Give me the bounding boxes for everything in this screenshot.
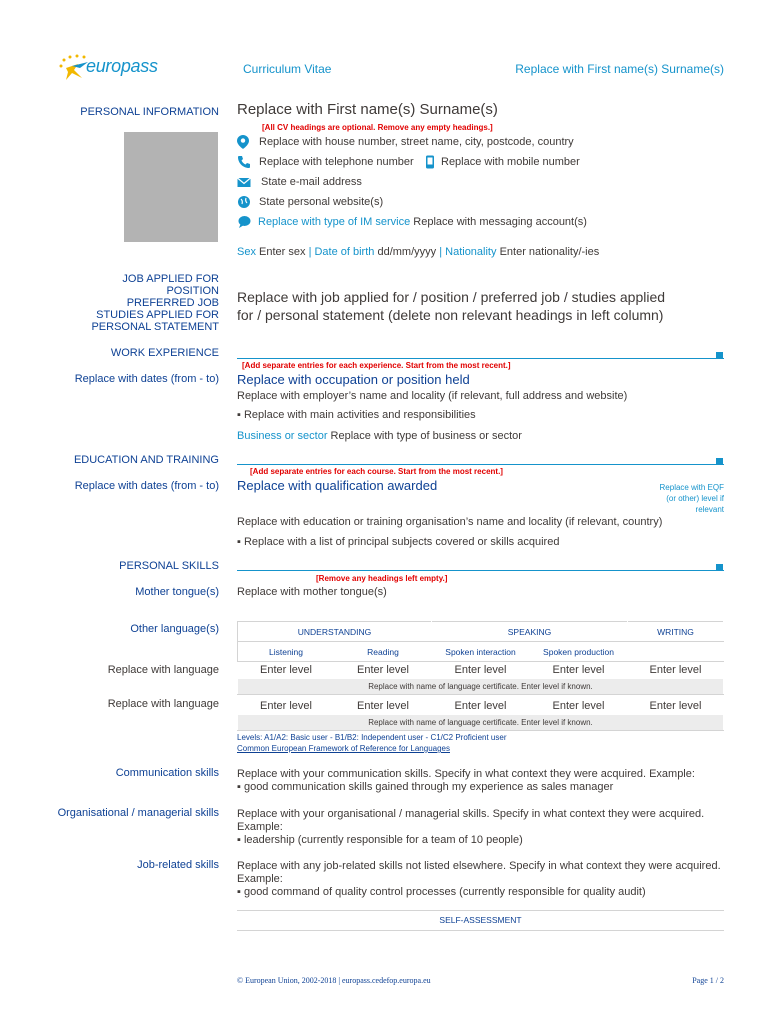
levels-note: Levels: A1/A2: Basic user - B1/B2: Independent user - C1/C2 Proficient user xyxy=(237,733,507,742)
level-cell[interactable]: Enter level xyxy=(238,662,335,679)
language-1-name: Replace with language xyxy=(107,664,219,676)
language-2-name: Replace with language xyxy=(107,698,219,710)
language-table xyxy=(237,621,724,731)
skills-divider xyxy=(237,570,724,571)
email-text: State e-mail address xyxy=(261,176,362,188)
language-2-levels xyxy=(238,698,724,715)
footer-copyright: © European Union, 2002-2018 | europass.cedefop.europa.eu xyxy=(237,976,431,985)
communication-skills-label: Communication skills xyxy=(115,767,219,779)
reading-subheader: Reading xyxy=(335,642,432,662)
understanding-header: UNDERSTANDING xyxy=(238,622,432,642)
work-employer: Replace with employer’s name and locality (if relevant, full address and website) xyxy=(237,390,628,402)
level-cell[interactable]: Enter level xyxy=(530,662,628,679)
level-cell[interactable]: Enter level xyxy=(628,662,724,679)
education-note: [Add separate entries for each course. Start from the most recent.] xyxy=(250,467,503,476)
language-2-certificate xyxy=(238,715,724,731)
education-organisation: Replace with education or training organisation’s name and locality (if relevant, country) xyxy=(237,516,663,528)
job-applied-text: Replace with job applied for / position / preferred job / studies applied for / personal statement (delete non relevant headings in left column) xyxy=(237,289,666,323)
address-text: Replace with house number, street name, city, postcode, country xyxy=(259,136,574,148)
skills-note: [Remove any headings left empty.] xyxy=(316,574,448,583)
website-text: State personal website(s) xyxy=(259,196,384,208)
certificate-cell[interactable]: Replace with name of language certificate. Enter level if known. xyxy=(238,715,724,731)
work-divider xyxy=(237,358,724,359)
dob-label: | Date of birth xyxy=(308,246,375,258)
personal-info-heading: PERSONAL INFORMATION xyxy=(80,106,219,118)
level-cell[interactable]: Enter level xyxy=(628,698,724,715)
level-cell[interactable]: Enter level xyxy=(432,662,530,679)
level-cell[interactable]: Enter level xyxy=(335,698,432,715)
mobile-text: Replace with mobile number xyxy=(441,156,580,168)
level-cell[interactable]: Enter level xyxy=(238,698,335,715)
sex-label: Sex xyxy=(237,246,256,258)
work-experience-heading: WORK EXPERIENCE xyxy=(110,347,219,359)
nationality-label: | Nationality xyxy=(439,246,497,258)
mother-tongue-label: Mother tongue(s) xyxy=(135,586,219,598)
spoken-production-subheader: Spoken production xyxy=(530,642,628,662)
im-account: Replace with messaging account(s) xyxy=(413,216,587,228)
globe-icon xyxy=(237,195,251,209)
organisational-skills-label: Organisational / managerial skills xyxy=(57,807,219,819)
self-assessment-bar xyxy=(237,910,724,931)
nationality-value: Enter nationality/-ies xyxy=(499,246,600,258)
personal-details-row xyxy=(237,246,599,258)
work-occupation: Replace with occupation or position held xyxy=(237,372,470,387)
education-subjects: ▪ Replace with a list of principal subjects covered or skills acquired xyxy=(237,536,560,548)
personal-note: [All CV headings are optional. Remove any empty headings.] xyxy=(262,123,493,132)
certificate-cell[interactable]: Replace with name of language certificate. Enter level if known. xyxy=(238,679,724,695)
speaking-header: SPEAKING xyxy=(432,622,628,642)
job-applied-heading: JOB APPLIED FOR POSITION PREFERRED JOB STUDIES APPLIED FOR PERSONAL STATEMENT xyxy=(91,273,219,333)
listening-subheader: Listening xyxy=(238,642,335,662)
job-related-skills-label: Job-related skills xyxy=(137,859,219,871)
mobile-phone-icon xyxy=(425,155,435,169)
level-cell[interactable]: Enter level xyxy=(432,698,530,715)
location-pin-icon xyxy=(237,135,249,149)
language-1-levels xyxy=(238,662,724,679)
photo-placeholder[interactable] xyxy=(124,132,218,242)
cefr-link[interactable]: Common European Framework of Reference for Languages xyxy=(237,744,450,753)
other-languages-label: Other language(s) xyxy=(130,623,219,635)
job-related-skills-text: Replace with any job-related skills not listed elsewhere. Specify in what context they were acquired. Example: ▪ good command of quality control processes (currently responsible for quality audit) xyxy=(237,860,721,898)
personal-skills-heading: PERSONAL SKILLS xyxy=(119,560,219,572)
telephone-text: Replace with telephone number xyxy=(259,156,414,168)
education-dates: Replace with dates (from - to) xyxy=(74,480,219,492)
education-qualification: Replace with qualification awarded xyxy=(237,478,438,493)
europass-logo xyxy=(58,54,168,84)
mother-tongue-value: Replace with mother tongue(s) xyxy=(237,586,387,598)
sex-value: Enter sex xyxy=(259,246,306,258)
envelope-icon xyxy=(237,175,251,189)
level-cell[interactable]: Enter level xyxy=(530,698,628,715)
work-note: [Add separate entries for each experience. Start from the most recent.] xyxy=(242,361,511,370)
personal-name: Replace with First name(s) Surname(s) xyxy=(237,101,498,118)
communication-skills-text: Replace with your communication skills. Specify in what context they were acquired. Example: ▪ good communication skills gained through my experience as sales manager xyxy=(237,768,695,793)
self-assessment-label: SELF-ASSESSMENT xyxy=(439,915,522,925)
work-activities: ▪ Replace with main activities and responsibilities xyxy=(237,409,476,421)
dob-value: dd/mm/yyyy xyxy=(377,246,437,258)
education-heading: EDUCATION AND TRAINING xyxy=(73,454,219,466)
spoken-interaction-subheader: Spoken interaction xyxy=(432,642,530,662)
language-1-certificate xyxy=(238,679,724,695)
writing-header: WRITING xyxy=(628,622,724,642)
header-name: Replace with First name(s) Surname(s) xyxy=(515,62,724,76)
logo-text: europass xyxy=(86,56,158,76)
page-number: Page 1 / 2 xyxy=(692,976,724,985)
work-sector: Business or sector Replace with type of business or sector xyxy=(237,430,522,442)
telephone-icon xyxy=(237,155,251,169)
doc-type-label: Curriculum Vitae xyxy=(243,62,332,76)
speech-bubble-icon xyxy=(237,215,251,229)
education-divider xyxy=(237,464,724,465)
organisational-skills-text: Replace with your organisational / managerial skills. Specify in what context they were acquired. Example: ▪ leadership (currently responsible for a team of 10 people) xyxy=(237,808,705,846)
im-type: Replace with type of IM service xyxy=(258,216,411,228)
work-dates: Replace with dates (from - to) xyxy=(74,373,219,385)
level-cell[interactable]: Enter level xyxy=(335,662,432,679)
eqf-level: Replace with EQF (or other) level if relevant xyxy=(659,483,724,514)
